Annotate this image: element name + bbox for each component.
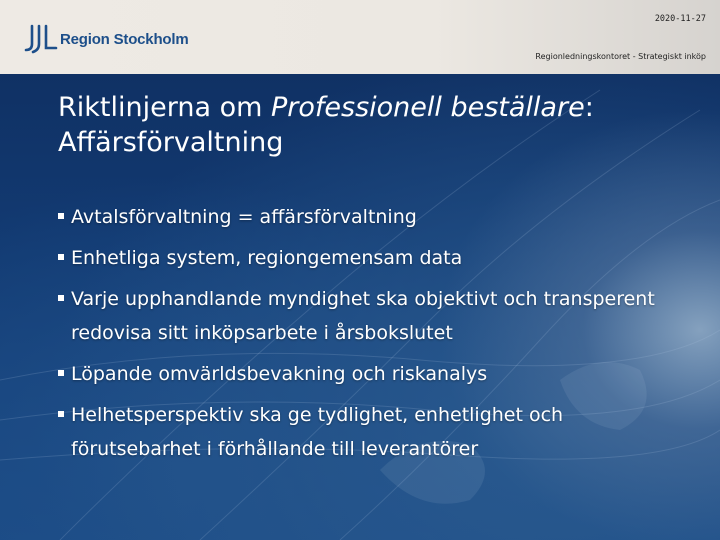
title-italic: Professionell beställare <box>270 92 585 123</box>
bullet-square-icon <box>58 213 64 219</box>
bullet-item <box>58 282 678 350</box>
bullet-text: Helhetsperspektiv ska ge tydlighet, enhetlighet och förutsebarhet i förhållande till leverantörer <box>71 404 564 460</box>
bullet-text: Avtalsförvaltning = affärsförvaltning <box>71 206 417 228</box>
header-bar <box>0 0 720 74</box>
department-label: Regionledningskontoret - Strategiskt inköp <box>535 52 706 61</box>
logo-text: Region Stockholm <box>60 30 189 48</box>
bullet-item <box>58 398 678 466</box>
bullet-item <box>58 357 678 391</box>
title-part-1: Riktlinjerna om <box>58 92 271 123</box>
bullet-square-icon <box>58 254 64 260</box>
region-stockholm-logo <box>24 24 188 54</box>
slide-title <box>58 90 618 160</box>
date-label: 2020-11-27 <box>654 14 706 24</box>
bullet-square-icon <box>58 370 64 376</box>
region-logo-icon <box>24 24 58 54</box>
bullet-text: Varje upphandlande myndighet ska objektivt och transperent redovisa sitt inköpsarbete i årsbokslutet <box>71 288 655 344</box>
bullet-item <box>58 241 678 275</box>
bullet-square-icon <box>58 411 64 417</box>
title-part-2: : Affärsförvaltning <box>58 92 594 158</box>
bullet-text: Löpande omvärldsbevakning och riskanalys <box>71 363 488 385</box>
bullet-item <box>58 200 678 234</box>
bullet-text: Enhetliga system, regiongemensam data <box>71 247 463 269</box>
bullet-list <box>58 200 678 473</box>
bullet-square-icon <box>58 295 64 301</box>
